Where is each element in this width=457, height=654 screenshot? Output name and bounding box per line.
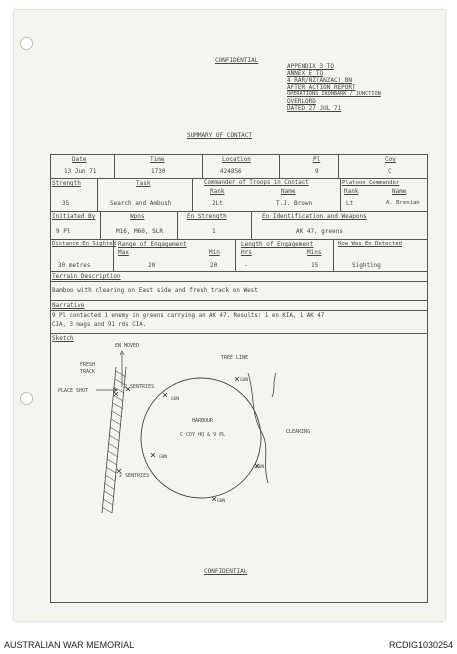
- distance-label: Distance En Sighted: [52, 241, 116, 247]
- en-moved-label: EN MOVED: [115, 343, 140, 349]
- name2-value: A. Brenian: [386, 200, 420, 206]
- range-max-value: 20: [148, 262, 156, 269]
- terrain-text: Bamboo with clearing on East side and fresh track on West: [52, 287, 258, 294]
- company-label: Coy: [385, 156, 396, 163]
- time-label: Time: [150, 156, 165, 163]
- strength-value: 35: [62, 200, 70, 207]
- location-label: Location: [222, 156, 251, 163]
- gun-label: GUN: [240, 378, 249, 383]
- en-strength-value: 1: [212, 228, 216, 235]
- commander-label: Commander of Troops in Contact: [204, 180, 309, 186]
- location-value: 424856: [220, 168, 242, 175]
- initiated-label: Initiated By: [52, 213, 96, 220]
- en-moved-arrow: [120, 351, 124, 387]
- fresh-track-label: FRESH TRACK: [80, 362, 96, 375]
- footer-id: RCDIG1030254: [388, 640, 453, 650]
- weapons-label: Wpns: [130, 213, 145, 220]
- time-value: 1730: [151, 168, 166, 175]
- detection-label: How Was En Detected: [338, 241, 402, 247]
- range-min-label: Min: [209, 249, 220, 256]
- gun-label: GUN: [159, 455, 168, 460]
- name-label: Name: [281, 188, 296, 195]
- platoon-value: 9: [315, 168, 319, 175]
- platoon-commander-label: Platoon Commander: [342, 180, 400, 186]
- appendix-line: OPERATIONS IRONBARK / JUNCTION: [287, 91, 381, 97]
- range-min-value: 20: [210, 262, 218, 269]
- narrative-line: CIA, 3 mags and 91 rds CIA.: [52, 322, 147, 328]
- rank-value: 2Lt: [212, 200, 223, 207]
- terrain-label: Terrain Description: [52, 273, 121, 280]
- tree-line-label: TREE LINE: [221, 355, 249, 361]
- task-label: Task: [136, 180, 151, 187]
- narrative-line: 9 Pl contacted 1 enemy in greens carrying an AK 47. Results: 1 en KIA, 1 AK 47: [52, 313, 325, 319]
- rank2-label: Rank: [344, 188, 359, 195]
- company-value: C: [388, 168, 392, 175]
- rank-label: Rank: [210, 188, 225, 195]
- position-markers: [114, 377, 259, 501]
- punch-hole: [20, 37, 33, 50]
- name-value: T.J. Brown: [276, 200, 313, 207]
- place-shot-arrow: [96, 388, 117, 392]
- fresh-track-drawing: [102, 367, 126, 513]
- en-strength-label: En Strength: [187, 213, 227, 220]
- en-identification-value: AK 47, greens: [296, 228, 343, 235]
- weapons-value: M16, M60, SLR: [116, 228, 163, 235]
- appendix-line: DATED 27 JUL 71: [287, 105, 342, 112]
- appendix-line: ANNEX E TO: [287, 70, 324, 77]
- task-value: Search and Ambush: [110, 200, 172, 207]
- gun-label: GUN: [256, 465, 265, 470]
- gun-label: GUN: [171, 397, 180, 402]
- rank2-value: Lt: [346, 200, 354, 207]
- platoon-label: Pl: [313, 156, 321, 163]
- place-shot-label: PLACE SHOT: [58, 388, 89, 394]
- length-mins-value: 15: [311, 262, 319, 269]
- date-value: 13 Jun 71: [64, 168, 97, 175]
- appendix-line: APPENDIX 3 TO: [287, 63, 334, 70]
- sentries-label-south: 2 SENTRIES: [119, 473, 150, 479]
- sketch-label: Sketch: [52, 335, 74, 342]
- appendix-line: AFTER ACTION REPORT: [287, 84, 356, 91]
- date-label: Date: [72, 156, 87, 163]
- gun-label: GUN: [217, 499, 226, 504]
- footer-source: AUSTRALIAN WAR MEMORIAL: [4, 640, 135, 650]
- c-coy-label: C COY HQ & 9 PL: [180, 432, 226, 438]
- sketch-map: [50, 333, 428, 565]
- detection-value: Sighting: [352, 262, 381, 269]
- appendix-line: 4 RAR/NZ(ANZAC) BN: [287, 77, 353, 84]
- strength-label: Strength: [52, 180, 81, 187]
- length-mins-label: Mins: [307, 249, 322, 256]
- appendix-line: OVERLORD: [287, 98, 316, 105]
- name2-label: Name: [392, 188, 407, 195]
- sentries-label-north: 2 SENTRIES: [124, 384, 155, 390]
- clearing-label: CLEARING: [286, 429, 311, 435]
- initiated-value: 9 Pl: [56, 228, 71, 235]
- harbour-label: HARBOUR: [192, 418, 214, 424]
- distance-value: 30 metres: [58, 262, 91, 269]
- narrative-label: Narrative: [52, 302, 85, 309]
- en-identification-label: En Identification and Weapons: [262, 213, 367, 220]
- classification-top: CONFIDENTIAL: [215, 57, 259, 64]
- punch-hole: [20, 392, 33, 405]
- range-label: Range of Engagement: [118, 241, 187, 248]
- classification-bottom: CONFIDENTIAL: [204, 568, 248, 575]
- length-hrs-value: -: [244, 262, 248, 269]
- length-label: Length of Engagement: [241, 241, 314, 248]
- range-max-label: Max: [118, 249, 129, 256]
- length-hrs-label: Hrs: [241, 249, 252, 256]
- page-title: SUMMARY OF CONTACT: [187, 132, 253, 139]
